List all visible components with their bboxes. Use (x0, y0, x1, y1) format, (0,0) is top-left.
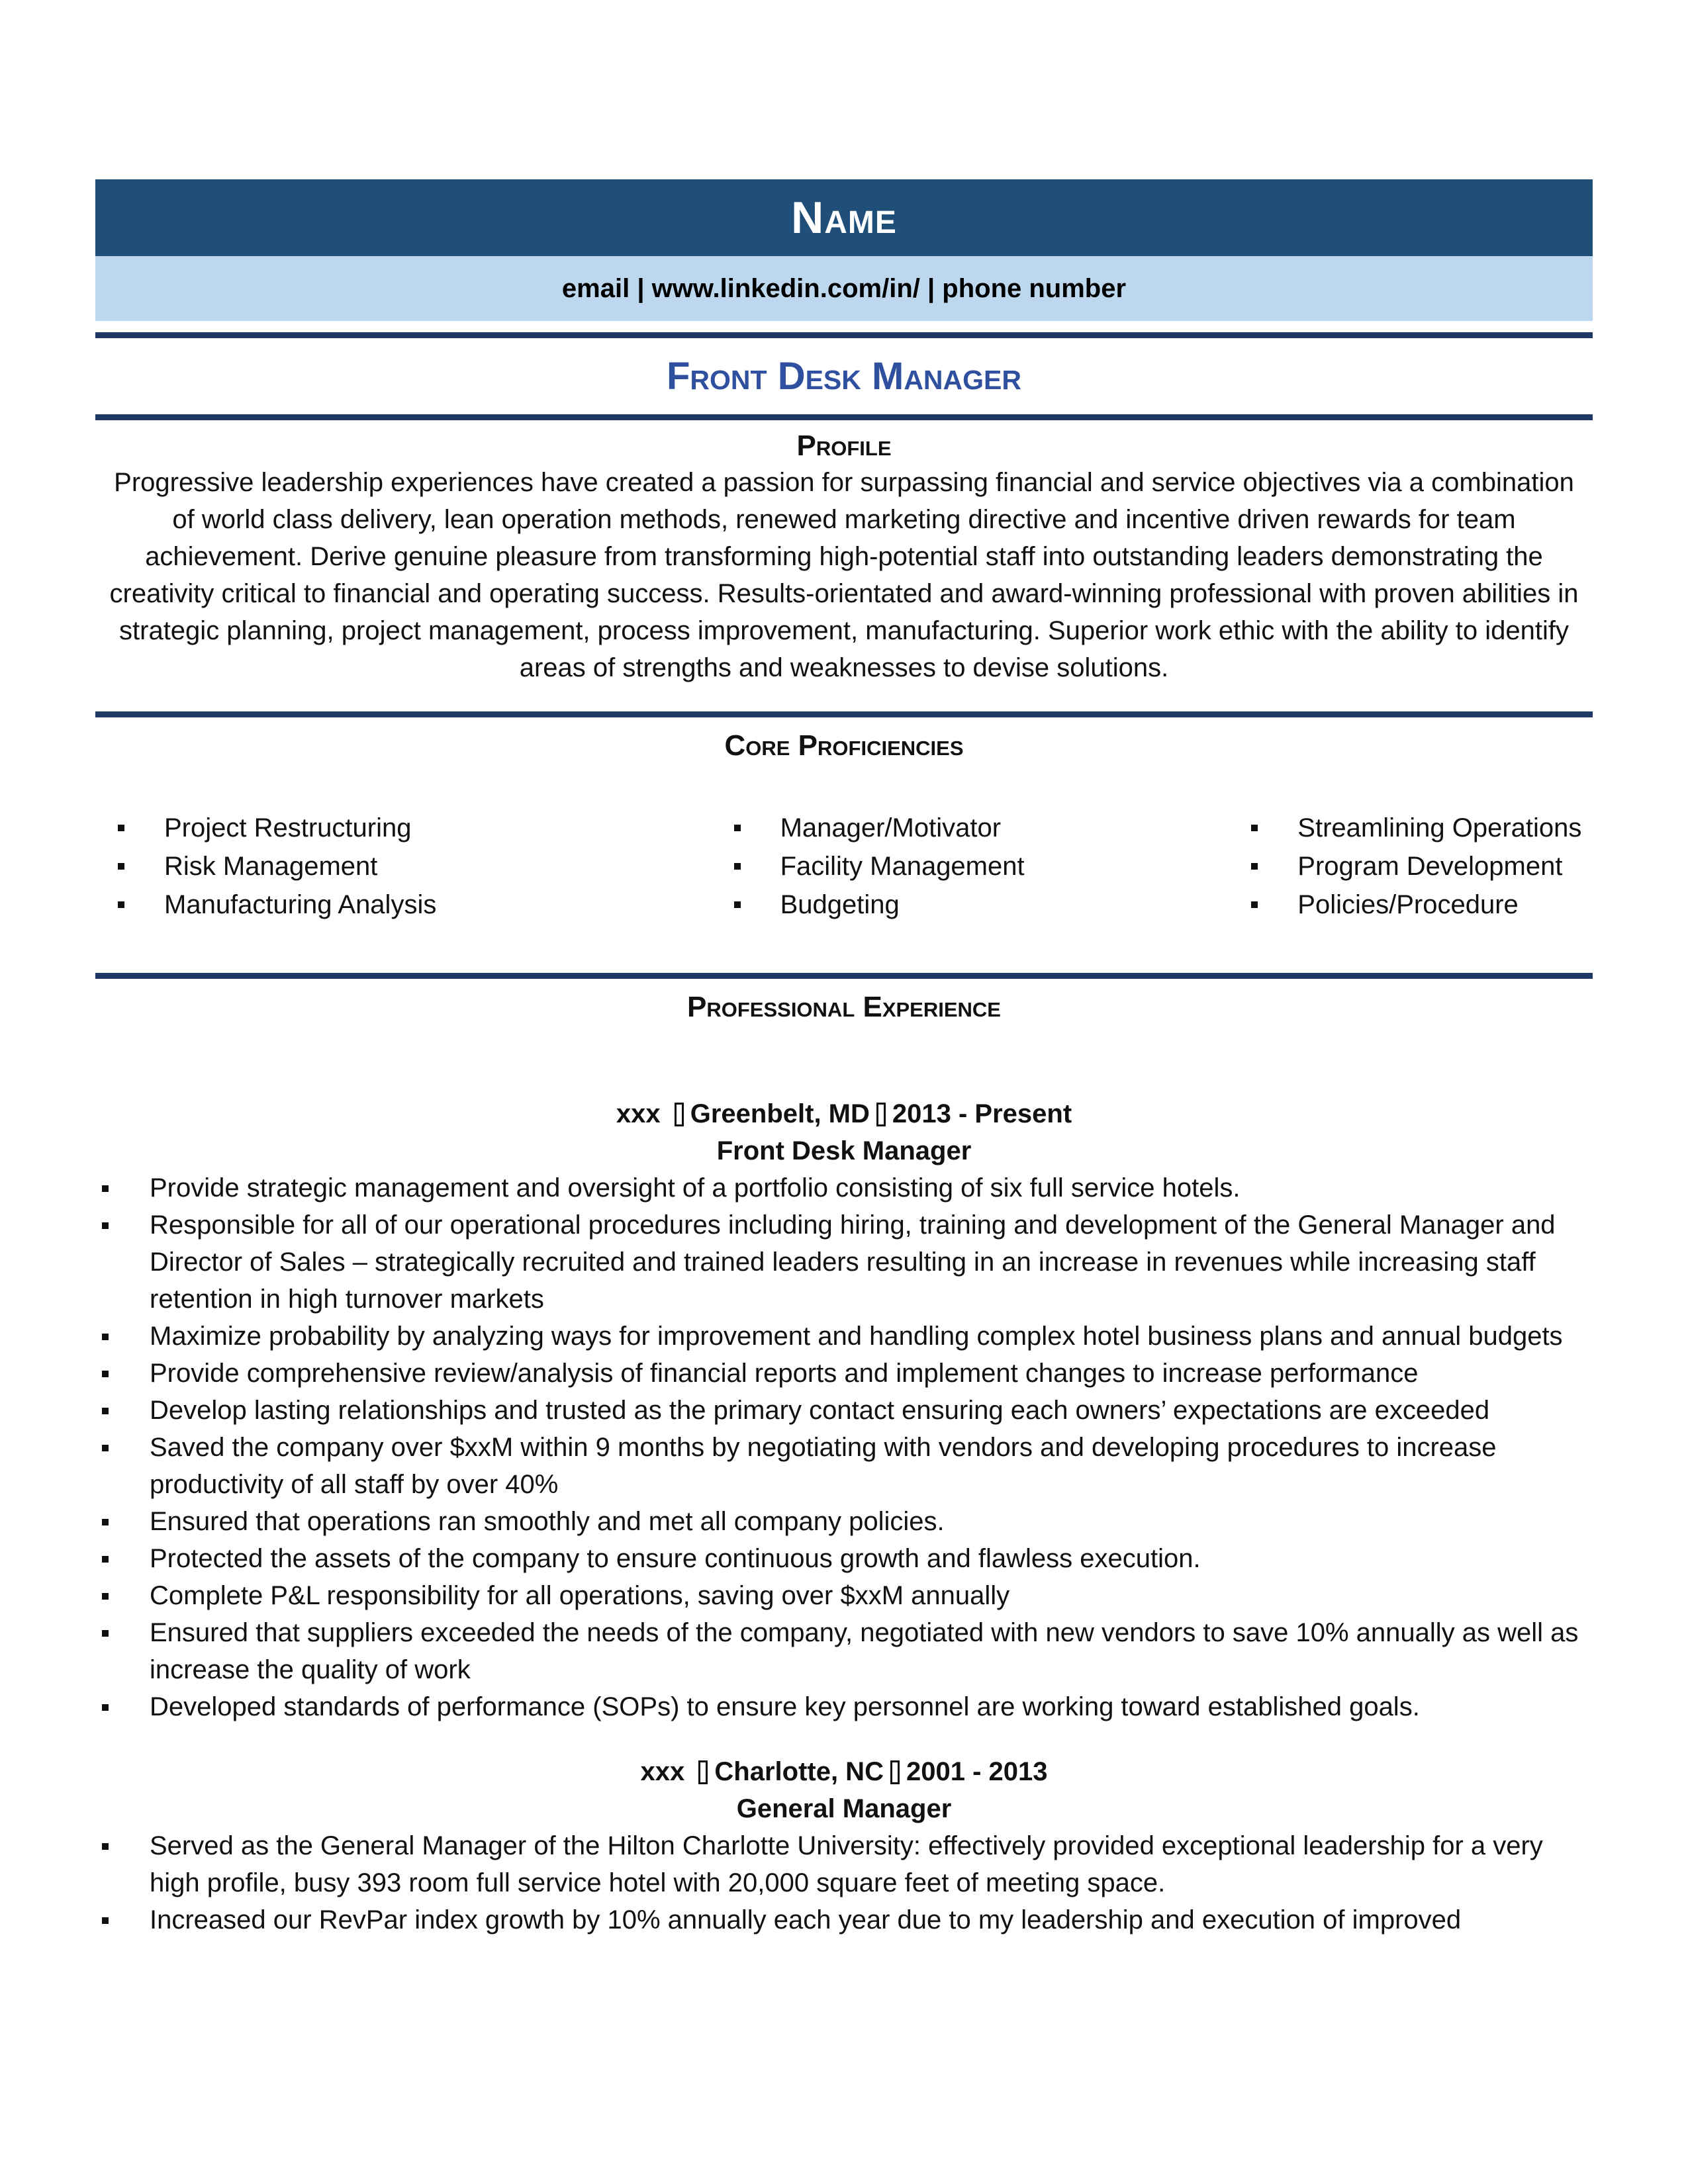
proficiency-item: Budgeting (734, 886, 1233, 924)
square-bullet-icon (102, 1704, 109, 1711)
diamond-separator-icon (675, 1103, 684, 1126)
company-name: xxx (640, 1757, 685, 1786)
square-bullet-icon (734, 901, 741, 908)
duty-item: Ensured that suppliers exceeded the needs of the company, negotiated with new vendors to save 10% annually as well as increase the quality of work (95, 1614, 1593, 1688)
contact-info: email | www.linkedin.com/in/ | phone number (561, 273, 1127, 303)
duty-item: Responsible for all of our operational procedures including hiring, training and development of the General Manager and Director of Sales – strategically recruited and trained leaders resulting in an increase in revenues while increasing staff retention in high turnover markets (95, 1206, 1593, 1318)
section-divider (95, 973, 1593, 979)
job-location: Charlotte, NC (714, 1757, 884, 1786)
square-bullet-icon (118, 901, 124, 908)
square-bullet-icon (102, 1185, 109, 1192)
square-bullet-icon (734, 825, 741, 831)
square-bullet-icon (102, 1371, 109, 1377)
proficiency-item: Risk Management (118, 847, 709, 886)
duty-item: Served as the General Manager of the Hilton Charlotte University: effectively provided exceptional leadership for a very high profile, busy 393 room full service hotel with 20,000 square feet of meeting space. (95, 1827, 1593, 1901)
square-bullet-icon (102, 1917, 109, 1924)
section-divider (95, 414, 1593, 420)
proficiency-column (1251, 809, 1593, 924)
duty-item: Protected the assets of the company to ensure continuous growth and flawless execution. (95, 1540, 1593, 1577)
square-bullet-icon (102, 1556, 109, 1563)
contact-banner (95, 256, 1593, 321)
job-dates: 2013 - Present (892, 1099, 1072, 1128)
candidate-name: Name (791, 193, 897, 243)
profile-section (95, 420, 1593, 686)
job-duties-list (95, 1827, 1593, 1938)
job-location: Greenbelt, MD (690, 1099, 870, 1128)
profile-heading: Profile (796, 430, 892, 462)
duty-item: Ensured that operations ran smoothly and met all company policies. (95, 1503, 1593, 1540)
duty-item: Maximize probability by analyzing ways for improvement and handling complex hotel business plans and annual budgets (95, 1318, 1593, 1355)
proficiency-item: Project Restructuring (118, 809, 709, 847)
proficiency-item: Facility Management (734, 847, 1233, 886)
core-proficiencies-section (95, 711, 1593, 924)
proficiency-item: Streamlining Operations (1251, 809, 1593, 847)
square-bullet-icon (102, 1222, 109, 1229)
experience-heading: Professional Experience (687, 991, 1001, 1023)
square-bullet-icon (1251, 863, 1258, 870)
duty-item: Increased our RevPar index growth by 10% annually each year due to my leadership and execution of improved (95, 1901, 1593, 1938)
proficiency-item: Manufacturing Analysis (118, 886, 709, 924)
square-bullet-icon (1251, 825, 1258, 831)
experience-section (95, 973, 1593, 1938)
proficiency-column (118, 809, 709, 924)
core-proficiencies-list (95, 809, 1593, 924)
section-divider (95, 332, 1593, 338)
diamond-separator-icon (698, 1760, 708, 1784)
proficiency-item: Policies/Procedure (1251, 886, 1593, 924)
square-bullet-icon (102, 1519, 109, 1525)
job-meta-line (95, 1753, 1593, 1790)
job-duties-list (95, 1169, 1593, 1725)
proficiency-item: Manager/Motivator (734, 809, 1233, 847)
profile-text: Progressive leadership experiences have created a passion for surpassing financial and service objectives via a combination of world class delivery, lean operation methods, renewed marketing directive and incentive driven rewards for team achievement. Derive genuine pleasure from transforming high-potential staff into outstanding leaders demonstrating the creativity critical to financial and operating success. Results-orientated and award-winning professional with proven abilities in strategic planning, project management, process improvement, manufacturing. Superior work ethic with the ability to identify areas of strengths and weaknesses to devise solutions. (109, 468, 1579, 682)
square-bullet-icon (1251, 901, 1258, 908)
name-banner (95, 179, 1593, 256)
job-dates: 2001 - 2013 (906, 1757, 1048, 1786)
resume-page (95, 179, 1593, 1938)
core-proficiencies-heading: Core Proficiencies (724, 729, 964, 762)
square-bullet-icon (118, 825, 124, 831)
square-bullet-icon (102, 1843, 109, 1850)
square-bullet-icon (102, 1593, 109, 1600)
square-bullet-icon (734, 863, 741, 870)
job-meta-line (95, 1095, 1593, 1132)
duty-item: Complete P&L responsibility for all operations, saving over $xxM annually (95, 1577, 1593, 1614)
duty-item: Provide strategic management and oversight of a portfolio consisting of six full service hotels. (95, 1169, 1593, 1206)
duty-item: Provide comprehensive review/analysis of financial reports and implement changes to increase performance (95, 1355, 1593, 1392)
square-bullet-icon (102, 1408, 109, 1414)
duty-item: Saved the company over $xxM within 9 months by negotiating with vendors and developing procedures to increase productivity of all staff by over 40% (95, 1429, 1593, 1503)
square-bullet-icon (102, 1334, 109, 1340)
duty-item: Developed standards of performance (SOPs) to ensure key personnel are working toward established goals. (95, 1688, 1593, 1725)
square-bullet-icon (118, 863, 124, 870)
job-position: Front Desk Manager (716, 1136, 972, 1165)
proficiency-column (734, 809, 1233, 924)
job-header (95, 1753, 1593, 1827)
diamond-separator-icon (890, 1760, 900, 1784)
diamond-separator-icon (876, 1103, 886, 1126)
square-bullet-icon (102, 1630, 109, 1637)
section-divider (95, 711, 1593, 717)
proficiency-item: Program Development (1251, 847, 1593, 886)
job-header (95, 1095, 1593, 1169)
job-position: General Manager (736, 1794, 952, 1823)
company-name: xxx (616, 1099, 661, 1128)
job-title: Front Desk Manager (667, 355, 1021, 398)
square-bullet-icon (102, 1445, 109, 1451)
duty-item: Develop lasting relationships and trusted as the primary contact ensuring each owners’ expectations are exceeded (95, 1392, 1593, 1429)
